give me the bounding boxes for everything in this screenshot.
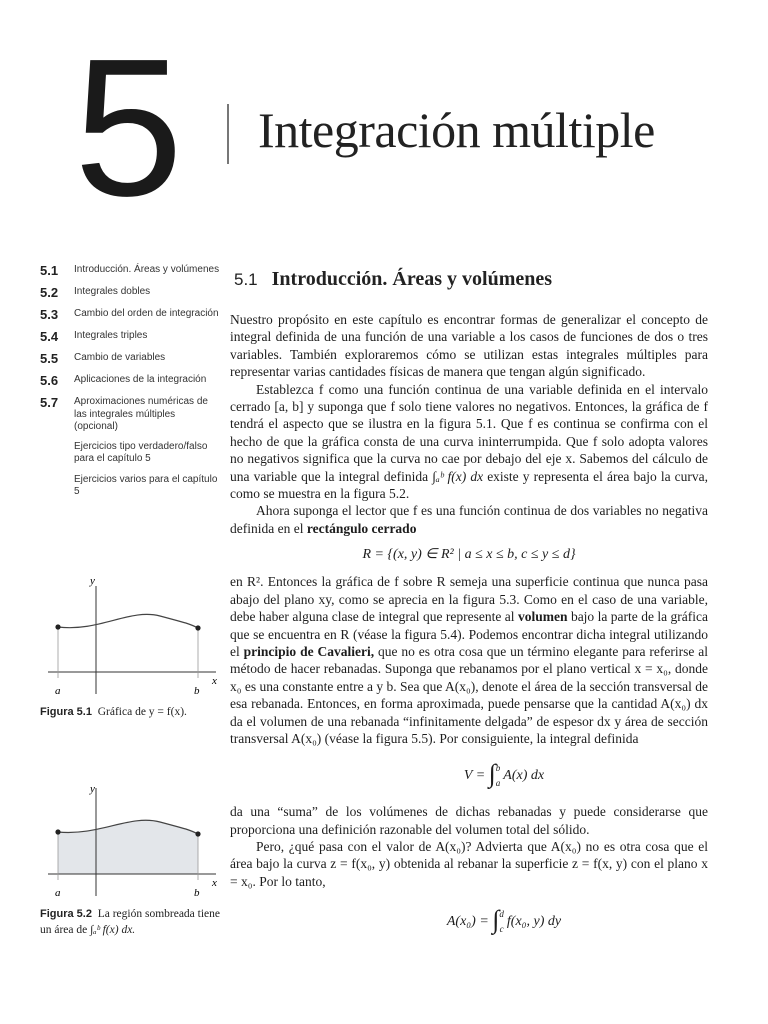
equation-volume [230, 756, 708, 791]
paragraph-3 [230, 502, 708, 537]
figure-5-1 [40, 572, 225, 720]
caption-text: La región sombreada tiene un área de [40, 908, 221, 936]
figure-label: Figura 5.1 [40, 706, 92, 718]
toc-number: 5.5 [40, 351, 59, 366]
term-closed-rectangle: rectángulo cerrado [306, 520, 417, 536]
section-title: Introducción. Áreas y volúmenes [271, 268, 553, 290]
tick-b: b [194, 685, 200, 697]
toc-number: 5.7 [40, 395, 59, 410]
paragraph-4-text-a: en R². Entonces la gráfica de f sobre R semeja una superficie continua que nunca pasa abajo del plano xy, como se aprecia en la figura 5.3. Como en el caso de una variable, debe haber alguna clase de integral que represente al [230, 574, 708, 625]
integral-sign: ∫ [492, 905, 500, 935]
equation-lhs: A(x₀) = [446, 914, 489, 930]
term-cavalieri: principio de Cavalieri, [243, 643, 375, 659]
endpoint-b [195, 625, 200, 630]
curve-f [58, 614, 198, 628]
upper-limit: d [499, 908, 504, 919]
term-volume: volumen [517, 609, 568, 625]
caption-math: ∫ₐᵇ f(x) dx. [90, 924, 136, 936]
chapter-title-divider [227, 104, 229, 164]
equation-integrand: A(x) dx [503, 768, 545, 784]
toc-exercises-true-false: Ejercicios tipo verdadero/falso para el capítulo 5 [74, 440, 208, 464]
toc-exercises-misc: Ejercicios varios para el capítulo 5 [74, 473, 218, 497]
paragraph-2-text-b: existe y representa el área bajo la curva, como se muestra en la figura 5.2. [230, 468, 709, 502]
equation-rectangle: R = {(x, y) ∈ R² | a ≤ x ≤ b, c ≤ y ≤ d} [362, 547, 576, 563]
toc-label: Aproximaciones numéricas de las integrales múltiples (opcional) [74, 396, 208, 432]
toc-item [40, 329, 220, 344]
integral-limits [499, 907, 504, 937]
toc-label: Cambio del orden de integración [74, 308, 219, 319]
paragraph-1: Nuestro propósito en este capítulo es encontrar formas de generalizar el concepto de integral definida de una función de una variable a los casos de funciones de dos o tres variables. También exploraremos cómo se utilizan estas integrales múltiples para representar varias cantidades físicas de manera que tengan algún significado. [230, 312, 708, 380]
figure-5-1-caption [40, 704, 225, 720]
chapter-number: 5 [74, 18, 184, 237]
integral-sign: ∫ [488, 759, 496, 789]
chapter-contents [40, 263, 220, 507]
toc-number: 5.2 [40, 285, 59, 300]
toc-item [40, 351, 220, 366]
endpoint-b [195, 831, 200, 836]
caption-text: Gráfica de y = f(x). [97, 706, 187, 718]
toc-label: Aplicaciones de la integración [74, 374, 207, 385]
paragraph-3-text: Ahora suponga el lector que f es una función continua de dos variables no negativa definida en el [230, 503, 708, 536]
shaded-region [58, 820, 198, 874]
figure-5-2-caption [40, 906, 225, 938]
equation-lhs: V = [463, 768, 486, 784]
toc-label: Integrales dobles [74, 286, 151, 297]
toc-number: 5.1 [40, 263, 59, 278]
x-axis-label: x [212, 877, 217, 889]
x-axis-label: x [212, 675, 217, 687]
toc-item [40, 395, 220, 434]
y-axis-label: y [90, 575, 95, 587]
paragraph-6: Pero, ¿qué pasa con el valor de A(x₀)? Advierta que A(x₀) no es otra cosa que el área bajo la curva z = f(x₀, y) obtenida al rebanar la superficie z = f(x, y) con el plano x = x₀. Por lo tanto, [230, 838, 708, 889]
toc-item [40, 307, 220, 322]
section-heading [234, 268, 708, 291]
toc-item [40, 263, 220, 278]
integral-limits [496, 761, 501, 791]
toc-label: Integrales triples [74, 330, 148, 341]
equation-integrand: f(x₀, y) dy [506, 914, 562, 930]
upper-limit: b [495, 763, 501, 774]
figure-5-2 [40, 774, 225, 938]
toc-number: 5.3 [40, 307, 59, 322]
lower-limit: c [499, 923, 504, 934]
toc-label: Cambio de variables [74, 352, 166, 363]
toc-label: Introducción. Áreas y volúmenes [74, 264, 220, 275]
tick-a: a [55, 685, 61, 697]
paragraph-2-text-a: Establezca f como una función continua de una variable definida en el intervalo cerrado [a, b] y suponga que f solo tiene valores no negativos. Entonces, la gráfica de f tendrá el aspecto que se ilustra en la figura 5.1. Que f es continua se confirma con el hecho de que la gráfica consta de una curva ininterrumpida. Que f solo adopta valores no negativos significa que la curva no cae por debajo del eje x. Sabemos del cálculo de una variable que la integral definida [230, 381, 708, 484]
toc-item [40, 285, 220, 300]
chapter-title: Integración múltiple [258, 102, 655, 158]
endpoint-a [55, 624, 60, 629]
paragraph-4-text-c: que no es otra cosa que un término elegante para referirse al método de hacer rebanadas. Suponga que rebanamos por el plano vertical x = x₀, donde x₀ es una constante entre a y b. Sea que A(x₀), denote el área de la sección transversal de esa rebanada. Entonces, en forma aproximada, puede pensarse que la cantidad A(x₀) dx da el volumen de una rebanada “infinitamente delgada” de espesor dx y área de sección transversal A(x₀) (véase la figura 5.5). Por consiguiente, la integral definida [230, 643, 709, 746]
figure-label: Figura 5.2 [40, 908, 92, 920]
tick-b: b [194, 887, 200, 899]
section-number: 5.1 [234, 270, 258, 289]
toc-number: 5.4 [40, 329, 59, 344]
toc-number: 5.6 [40, 373, 59, 388]
tick-a: a [55, 887, 61, 899]
paragraph-5: da una “suma” de los volúmenes de dichas rebanadas y puede considerarse que proporciona una definición razonable del volumen total del sólido. [230, 804, 708, 837]
figure-5-2-graph [40, 774, 225, 904]
toc-item [40, 373, 220, 388]
endpoint-a [55, 829, 60, 834]
main-text-column [230, 268, 708, 937]
paragraph-4-text-b: bajo la parte de la gráfica que se encuentra en R (véase la figura 5.4). Podemos encontrar dicha integral utilizando el [230, 609, 709, 659]
paragraph-4 [230, 573, 708, 747]
paragraph-2 [230, 381, 708, 503]
inline-integral: ∫ₐᵇ f(x) dx [432, 468, 484, 484]
lower-limit: a [495, 778, 501, 789]
figure-5-1-graph [40, 572, 225, 702]
equation-cross-section-area [230, 902, 708, 937]
y-axis-label: y [90, 783, 95, 795]
